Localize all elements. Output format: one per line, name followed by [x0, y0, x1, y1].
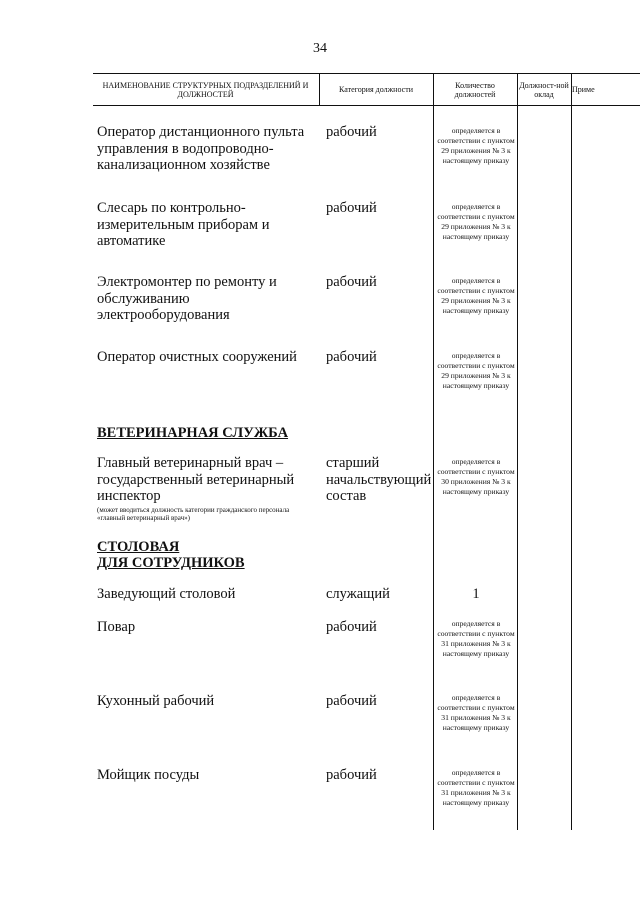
position-quantity: определяется в соответствии с пунктом 31 приложения № 3 к настоящему приказу — [437, 693, 515, 732]
position-note: (может вводиться должность категории гражданского персонала «главный ветеринарный врач») — [97, 505, 290, 522]
position-category: служащий — [326, 586, 390, 602]
position-quantity: определяется в соответствии с пунктом 29 приложения № 3 к настоящему приказу — [437, 351, 515, 390]
header-bottom-rule — [93, 105, 640, 106]
position-quantity: определяется в соответствии с пунктом 29 приложения № 3 к настоящему приказу — [437, 276, 515, 315]
position-name: Повар — [97, 619, 136, 635]
column-header-note: Приме — [572, 85, 595, 94]
position-name — [97, 455, 319, 522]
section-title-vet: ВЕТЕРИНАРНАЯ СЛУЖБА — [97, 425, 289, 441]
position-name: Мойщик посуды — [97, 767, 200, 783]
position-category: рабочий — [326, 767, 377, 783]
position-category: рабочий — [326, 349, 377, 365]
column-divider-category — [433, 73, 434, 830]
column-header-category: Категория должности — [339, 85, 413, 94]
position-name: Оператор очистных сооружений — [97, 349, 297, 365]
position-category: рабочий — [326, 619, 377, 635]
column-header-name: НАИМЕНОВАНИЕ СТРУКТУРНЫХ ПОДРАЗДЕЛЕНИЙ И ДОЛЖНОСТЕЙ — [102, 80, 309, 99]
position-category: рабочий — [326, 693, 377, 709]
column-divider-name — [319, 73, 320, 105]
position-quantity: определяется в соответствии с пунктом 31 приложения № 3 к настоящему приказу — [437, 768, 515, 807]
section-title-canteen: СТОЛОВАЯ — [97, 539, 180, 555]
position-name: Электромонтер по ремонту и обслуживанию электрооборудования — [97, 274, 277, 323]
position-name: Оператор дистанционного пульта управления в водопроводно-канализационном хозяйстве — [97, 124, 305, 173]
position-name: Кухонный рабочий — [97, 693, 215, 709]
position-category: рабочий — [326, 200, 377, 216]
section-title-canteen: ДЛЯ СОТРУДНИКОВ — [97, 555, 245, 571]
position-quantity: определяется в соответствии с пунктом 31 приложения № 3 к настоящему приказу — [437, 619, 515, 658]
column-header-quantity: Количество должностей — [454, 80, 496, 99]
position-name: Слесарь по контрольно-измерительным приборам и автоматике — [97, 200, 270, 249]
column-divider-quantity — [517, 73, 518, 830]
position-quantity: определяется в соответствии с пунктом 30 приложения № 3 к настоящему приказу — [437, 457, 515, 496]
position-quantity: 1 — [472, 586, 480, 602]
position-quantity: определяется в соответствии с пунктом 29 приложения № 3 к настоящему приказу — [437, 202, 515, 241]
position-name-text: Главный ветеринарный врач – государственный ветеринарный инспектор — [97, 455, 295, 504]
page-number: 34 — [313, 41, 327, 56]
position-quantity: определяется в соответствии с пунктом 29 приложения № 3 к настоящему приказу — [437, 126, 515, 165]
position-category: старший начальствующий состав — [326, 455, 432, 504]
column-divider-salary — [571, 73, 572, 830]
position-category: рабочий — [326, 274, 377, 290]
position-category: рабочий — [326, 124, 377, 140]
position-name: Заведующий столовой — [97, 586, 236, 602]
column-header-salary: Должност-ной оклад — [519, 80, 569, 99]
